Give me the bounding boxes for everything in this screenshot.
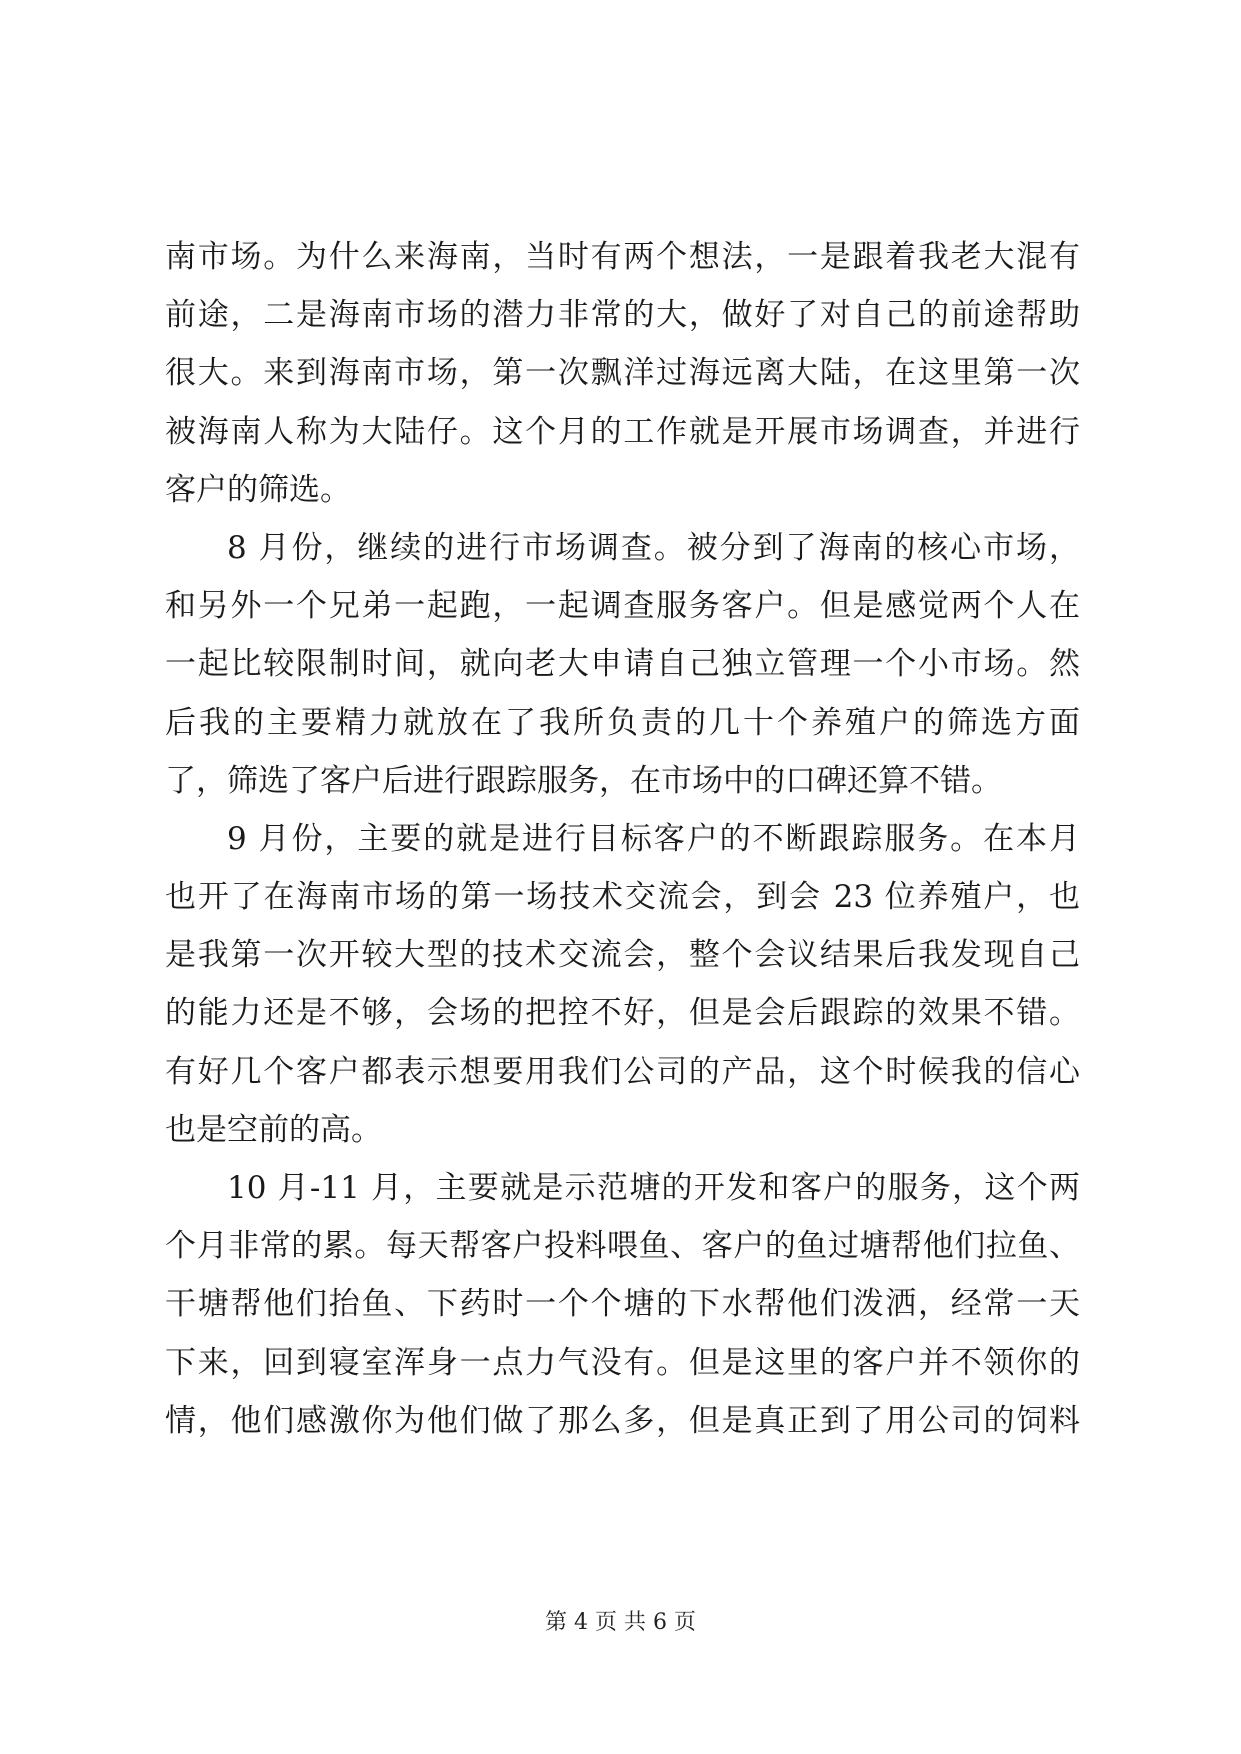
page-number: 第 4 页 共 6 页 bbox=[545, 1610, 696, 1635]
text-line: 下来，回到寝室浑身一点力气没有。但是这里的客户并不领你的 bbox=[165, 1344, 1080, 1381]
text-line: 南市场。为什么来海南，当时有两个想法，一是跟着我老大混有 bbox=[165, 239, 1080, 275]
text-line: 个月非常的累。每天帮客户投料喂鱼、客户的鱼过塘帮他们拉鱼、 bbox=[165, 1228, 1080, 1265]
text-line: 干塘帮他们抬鱼、下药时一个个塘的下水帮他们泼洒，经常一天 bbox=[165, 1286, 1080, 1323]
document-body bbox=[165, 228, 1080, 1450]
text-line: 前途，二是海南市场的潜力非常的大，做好了对自己的前途帮助 bbox=[165, 297, 1080, 334]
text-line: 和另外一个兄弟一起跑，一起调查服务客户。但是感觉两个人在 bbox=[165, 588, 1080, 625]
text-line: 有好几个客户都表示想要用我们公司的产品，这个时候我的信心 bbox=[165, 1053, 1080, 1090]
text-line: 客户的筛选。 bbox=[165, 471, 351, 508]
text-line: 的能力还是不够，会场的把控不好，但是会后跟踪的效果不错。 bbox=[165, 995, 1080, 1032]
text-line: 一起比较限制时间，就向老大申请自己独立管理一个小市场。然 bbox=[165, 646, 1080, 683]
text-line: 也开了在海南市场的第一场技术交流会，到会 23 位养殖户，也 bbox=[165, 879, 1080, 916]
text-line: 后我的主要精力就放在了我所负责的几十个养殖户的筛选方面 bbox=[165, 704, 1080, 741]
text-line: 了，筛选了客户后进行跟踪服务，在市场中的口碑还算不错。 bbox=[165, 762, 1002, 799]
text-line: 8 月份，继续的进行市场调查。被分到了海南的核心市场， bbox=[227, 529, 1080, 566]
text-line: 是我第一次开较大型的技术交流会，整个会议结果后我发现自己 bbox=[165, 937, 1080, 974]
text-line: 情，他们感激你为他们做了那么多，但是真正到了用公司的饲料 bbox=[165, 1402, 1080, 1439]
text-line: 9 月份，主要的就是进行目标客户的不断跟踪服务。在本月 bbox=[227, 820, 1080, 857]
text-line: 也是空前的高。 bbox=[165, 1111, 382, 1148]
text-line: 10 月-11 月，主要就是示范塘的开发和客户的服务，这个两 bbox=[227, 1170, 1080, 1206]
text-line: 很大。来到海南市场，第一次飘洋过海远离大陆，在这里第一次 bbox=[165, 355, 1080, 392]
text-line: 被海南人称为大陆仔。这个月的工作就是开展市场调查，并进行 bbox=[165, 413, 1080, 450]
